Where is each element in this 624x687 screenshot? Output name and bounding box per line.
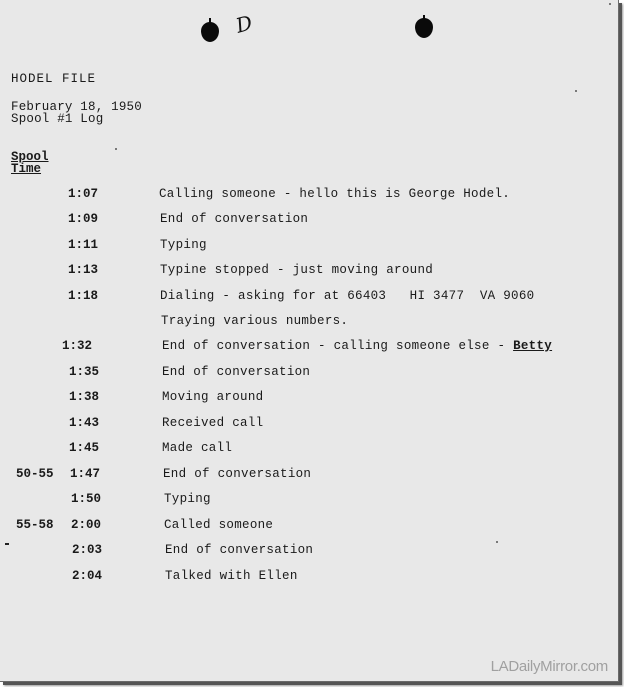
log-entry xyxy=(0,441,600,459)
file-title: HODEL FILE xyxy=(11,72,97,86)
log-entry xyxy=(0,390,600,408)
entry-description: Dialing - asking for at 66403 HI 3477 VA 9060 xyxy=(160,289,535,303)
log-entry xyxy=(0,314,600,332)
entry-description: Talked with Ellen xyxy=(165,569,298,583)
log-entry xyxy=(0,212,600,230)
entry-description-text: End of conversation - calling someone else - xyxy=(162,339,514,353)
spool-time: 1:35 xyxy=(69,365,100,379)
speck xyxy=(115,148,117,150)
spool-time: 2:03 xyxy=(72,543,103,557)
log-entry xyxy=(0,289,600,307)
entry-description xyxy=(162,339,552,353)
spool-time: 1:47 xyxy=(70,467,101,481)
log-entry xyxy=(0,238,600,256)
emphasized-name: Betty xyxy=(513,339,553,353)
punch-hole-icon xyxy=(415,18,433,38)
spool-log-label: Spool #1 Log xyxy=(11,112,104,126)
spool-time: 1:50 xyxy=(71,492,102,506)
spool-time: 1:13 xyxy=(68,263,99,277)
log-entry xyxy=(0,543,600,561)
entry-description: Typing xyxy=(164,492,211,506)
log-entry xyxy=(0,569,600,587)
entry-description: Typing xyxy=(160,238,207,252)
speck xyxy=(575,90,577,92)
entry-description: End of conversation xyxy=(163,467,312,481)
spool-range: 55-58 xyxy=(16,518,54,532)
spool-range: 50-55 xyxy=(16,467,54,481)
log-entry xyxy=(0,263,600,281)
speck xyxy=(609,3,611,5)
column-header-time: Time xyxy=(11,162,42,176)
log-entry xyxy=(0,365,600,383)
spool-time: 1:32 xyxy=(62,339,93,353)
entry-description: Typine stopped - just moving around xyxy=(160,263,434,277)
log-entry xyxy=(0,467,600,485)
punch-hole-icon xyxy=(201,22,219,42)
speck xyxy=(496,541,498,543)
spool-time: 1:18 xyxy=(68,289,99,303)
spool-time: 1:11 xyxy=(68,238,99,252)
log-entry xyxy=(0,492,600,510)
entry-description: Moving around xyxy=(162,390,264,404)
spool-time: 2:04 xyxy=(72,569,103,583)
entry-description: Called someone xyxy=(164,518,274,532)
watermark: LADailyMirror.com xyxy=(490,658,608,675)
entry-description: End of conversation xyxy=(162,365,311,379)
document-date: February 18, 1950 xyxy=(11,100,142,114)
handwritten-mark: D xyxy=(233,10,255,38)
spool-time: 1:07 xyxy=(68,187,99,201)
log-entry xyxy=(0,416,600,434)
entry-description: Calling someone - hello this is George Hodel. xyxy=(159,187,511,201)
spool-time: 1:09 xyxy=(68,212,99,226)
entry-description: End of conversation xyxy=(165,543,314,557)
entry-description: End of conversation xyxy=(160,212,309,226)
entry-description: Made call xyxy=(162,441,233,455)
stray-ink-mark xyxy=(5,543,9,545)
log-entry xyxy=(0,187,600,205)
entry-description: Traying various numbers. xyxy=(161,314,349,328)
spool-time: 1:45 xyxy=(69,441,100,455)
log-entry xyxy=(0,518,600,536)
spool-time: 2:00 xyxy=(71,518,102,532)
spool-time: 1:38 xyxy=(69,390,100,404)
spool-time: 1:43 xyxy=(69,416,100,430)
entry-description: Received call xyxy=(162,416,264,430)
log-entry xyxy=(0,339,600,357)
column-header-spool: Spool xyxy=(11,150,49,164)
